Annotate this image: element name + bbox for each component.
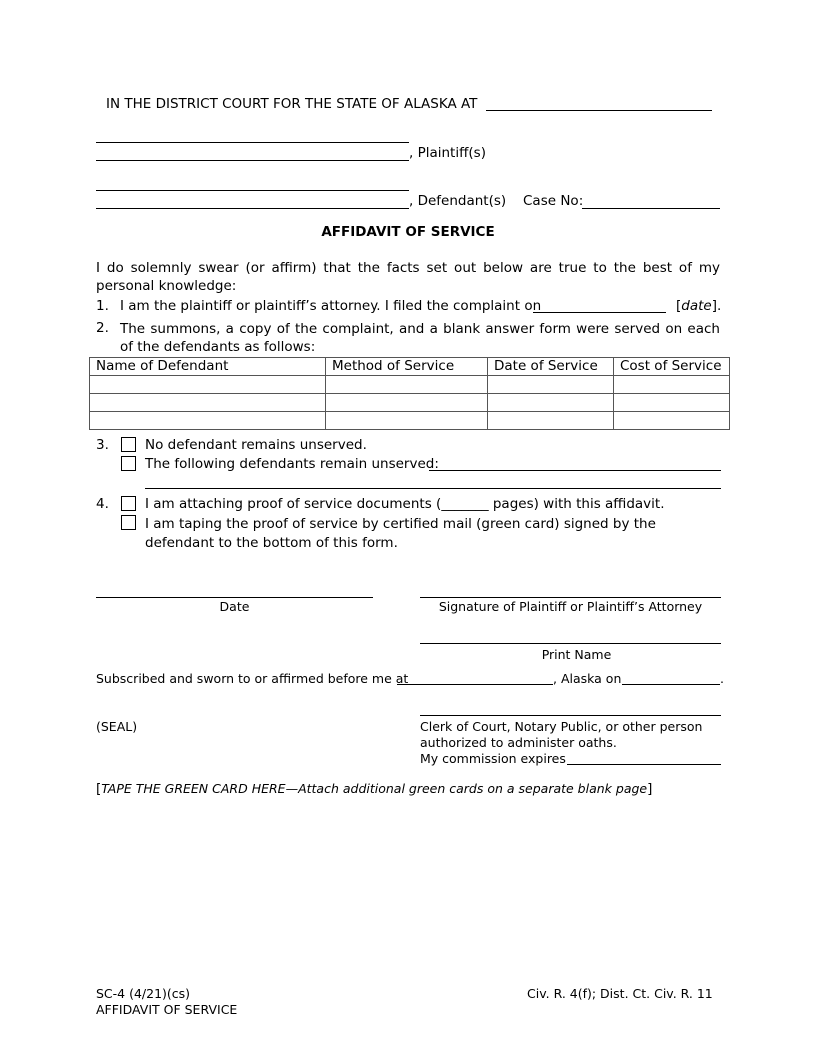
sworn-text: Subscribed and sworn to or affirmed before me at: [96, 671, 409, 686]
commission-expires-blank[interactable]: [567, 764, 721, 765]
table-cell[interactable]: [90, 412, 326, 430]
attach-proof-text-b: pages) with this affidavit.: [488, 496, 665, 512]
plaintiff-signature-line[interactable]: [420, 597, 721, 598]
header-method-of-service: Method of Service: [326, 358, 488, 376]
table-cell[interactable]: [326, 376, 488, 394]
defendant-name-line-2[interactable]: [96, 208, 409, 209]
print-name-line[interactable]: [420, 643, 721, 644]
green-card-bracket-close: ]: [647, 781, 653, 797]
item1-number: 1.: [96, 298, 109, 314]
header-date-of-service: Date of Service: [488, 358, 614, 376]
table-cell[interactable]: [326, 394, 488, 412]
unserved-list-label: The following defendants remain unserved:: [145, 456, 439, 472]
unserved-defendants-blank-1[interactable]: [429, 470, 721, 471]
item2-number: 2.: [96, 320, 109, 336]
item1-bracket-close: ].: [711, 298, 722, 314]
intro-paragraph: I do solemnly swear (or affirm) that the facts set out below are true to the best of my personal knowledge:: [96, 260, 720, 294]
service-table: [89, 357, 730, 430]
item3-number: 3.: [96, 437, 109, 453]
table-row: [90, 394, 730, 412]
item1-date-word: date: [681, 298, 712, 314]
defendant-label: , Defendant(s): [409, 193, 507, 209]
seal-label: (SEAL): [96, 719, 138, 734]
clerk-line-1: Clerk of Court, Notary Public, or other person: [420, 719, 703, 734]
item2-text: The summons, a copy of the complaint, and a blank answer form were served on each of the defendants as follows:: [120, 321, 720, 355]
table-cell[interactable]: [488, 412, 614, 430]
table-cell[interactable]: [90, 376, 326, 394]
green-card-instruction: [96, 781, 652, 797]
green-card-bracket-open: [: [96, 781, 102, 797]
table-row: [90, 376, 730, 394]
sworn-location-blank[interactable]: [397, 684, 553, 685]
signature-label: Signature of Plaintiff or Plaintiff’s Attorney: [438, 599, 703, 614]
footer-rules: Civ. R. 4(f); Dist. Ct. Civ. R. 11: [527, 986, 713, 1001]
table-cell[interactable]: [90, 394, 326, 412]
attach-proof-text-a: I am attaching proof of service documents (: [145, 496, 442, 512]
unserved-list-checkbox[interactable]: [121, 456, 136, 471]
clerk-signature-line[interactable]: [420, 715, 721, 716]
plaintiff-name-line-2[interactable]: [96, 160, 409, 161]
table-cell[interactable]: [488, 394, 614, 412]
green-card-text: TAPE THE GREEN CARD HERE—Attach additional green cards on a separate blank page: [101, 781, 648, 796]
case-no-label: Case No:: [523, 193, 584, 209]
table-row: [90, 412, 730, 430]
attach-proof-checkbox[interactable]: [121, 496, 136, 511]
no-unserved-label: No defendant remains unserved.: [145, 437, 367, 453]
table-cell[interactable]: [614, 412, 730, 430]
header-cost-of-service: Cost of Service: [614, 358, 730, 376]
plaintiff-label: , Plaintiff(s): [409, 145, 486, 161]
attach-proof-label: [145, 496, 665, 512]
table-cell[interactable]: [614, 376, 730, 394]
unserved-defendants-blank-2[interactable]: [145, 488, 721, 489]
print-name-label: Print Name: [541, 647, 612, 662]
court-location-blank[interactable]: [486, 110, 712, 111]
tape-green-card-label: I am taping the proof of service by certified mail (green card) signed by the defendant to the bottom of this form.: [145, 516, 656, 551]
header-name-of-defendant: Name of Defendant: [90, 358, 326, 376]
defendant-name-line-1[interactable]: [96, 190, 409, 191]
date-label: Date: [219, 599, 250, 614]
item4-number: 4.: [96, 496, 109, 512]
tape-green-card-checkbox[interactable]: [121, 515, 136, 530]
court-heading: IN THE DISTRICT COURT FOR THE STATE OF ALASKA AT: [106, 96, 478, 112]
no-unserved-checkbox[interactable]: [121, 437, 136, 452]
item1-text: I am the plaintiff or plaintiff’s attorney. I filed the complaint on: [120, 298, 542, 314]
alaska-on-label: , Alaska on: [553, 671, 622, 686]
document-title: AFFIDAVIT OF SERVICE: [321, 224, 495, 240]
item1-date-hint: [676, 298, 721, 314]
pages-count-blank[interactable]: _______: [441, 496, 489, 512]
complaint-date-blank[interactable]: [533, 312, 666, 313]
clerk-line-2: authorized to administer oaths.: [420, 735, 617, 750]
footer-form-number: SC-4 (4/21)(cs): [96, 986, 191, 1001]
plaintiff-name-line-1[interactable]: [96, 142, 409, 143]
table-header-row: [90, 358, 730, 376]
footer-form-title: AFFIDAVIT OF SERVICE: [96, 1002, 238, 1017]
sworn-period: .: [720, 671, 724, 686]
table-cell[interactable]: [614, 394, 730, 412]
sworn-date-blank[interactable]: [622, 684, 720, 685]
case-no-blank[interactable]: [582, 208, 720, 209]
table-cell[interactable]: [488, 376, 614, 394]
table-cell[interactable]: [326, 412, 488, 430]
commission-expires-label: My commission expires: [420, 751, 566, 766]
item1-bracket-open: [: [676, 298, 682, 314]
date-signature-line[interactable]: [96, 597, 373, 598]
